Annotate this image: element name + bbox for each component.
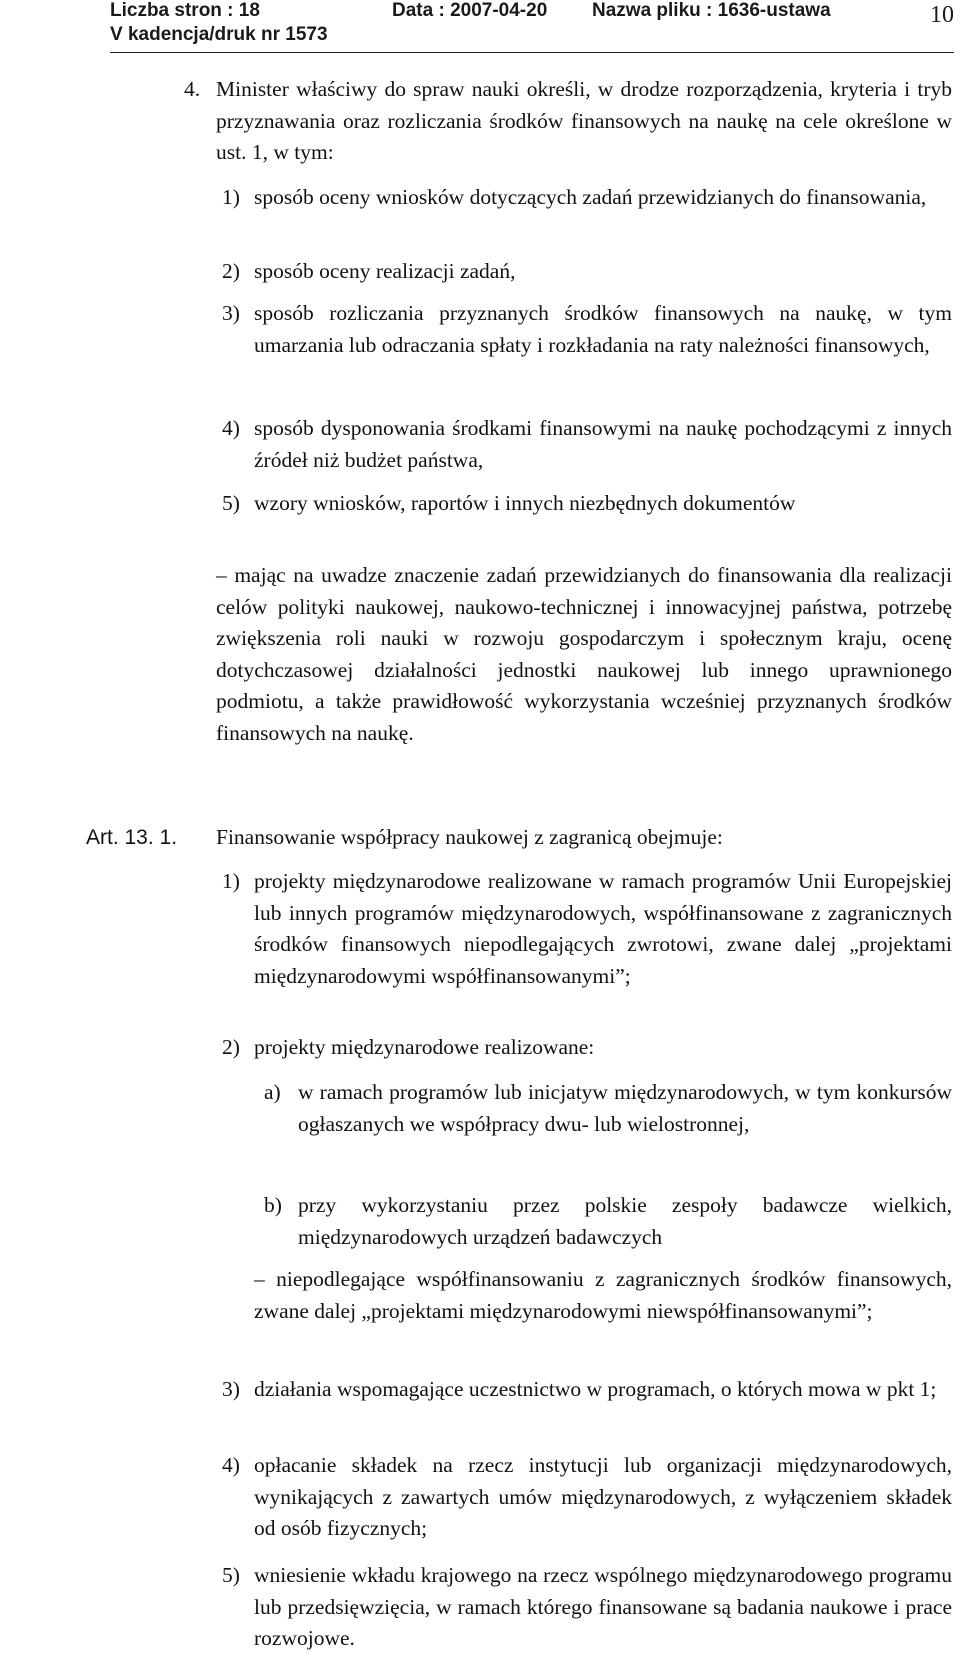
- list-item-text: projekty międzynarodowe realizowane w ramach programów Unii Europejskiej lub innych programów międzynarodowych, współfinansowane z zagranicznych środków finansowych niepodlegających zwrotowi, zwane dalej „projektami międzynarodowymi współfinansowanymi”;: [254, 869, 952, 988]
- sublist-item-letter: a): [264, 1080, 281, 1104]
- sublist-closing: – niepodlegające współfinansowaniu z zagranicznych środków finansowych, zwane dalej „projektami międzynarodowymi niewspółfinansowanymi”;: [254, 1267, 952, 1323]
- list-item-text: opłacanie składek na rzecz instytucji lub organizacji międzynarodowych, wynikających z zawartych umów międzynarodowych, z wyłączeniem składek od osób fizycznych;: [254, 1453, 952, 1541]
- list-item-number: 2): [222, 1035, 240, 1059]
- header-date: Data : 2007-04-20: [392, 0, 548, 21]
- article-label: Art. 13. 1.: [86, 826, 178, 849]
- list-item-text: wzory wniosków, raportów i innych niezbędnych dokumentów: [254, 491, 796, 515]
- list-item-text: wniesienie wkładu krajowego na rzecz wspólnego międzynarodowego programu lub przedsięwzięcia, w ramach którego finansowane są badania naukowe i prace rozwojowe.: [254, 1563, 952, 1651]
- paragraph-text: Minister właściwy do spraw nauki określi, w drodze rozporządzenia, kryteria i tryb przyznawania oraz rozliczania środków finansowych na naukę na cele określone w ust. 1, w tym:: [216, 77, 952, 165]
- header-page-count: Liczba stron : 18: [110, 0, 260, 21]
- list-item-text: projekty międzynarodowe realizowane:: [254, 1035, 595, 1059]
- list-item-number: 5): [222, 1563, 240, 1587]
- page-number: 10: [930, 2, 954, 28]
- list-item-number: 1): [222, 869, 240, 893]
- list-item-number: 4): [222, 1453, 240, 1477]
- list-item-text: działania wspomagające uczestnictwo w programach, o których mowa w pkt 1;: [254, 1377, 937, 1401]
- list-item-number: 2): [222, 259, 240, 283]
- page-header: [0, 0, 960, 56]
- sublist-item-letter: b): [264, 1193, 282, 1217]
- list-item-text: sposób rozliczania przyznanych środków finansowych na naukę, w tym umarzania lub odraczania spłaty i rozkładania na raty należności finansowych,: [254, 301, 952, 357]
- paragraph-number: 4.: [184, 77, 201, 101]
- article-intro: Finansowanie współpracy naukowej z zagranicą obejmuje:: [216, 825, 723, 849]
- header-divider: [110, 52, 954, 53]
- list-item-number: 3): [222, 1377, 240, 1401]
- paragraph-closing: – mając na uwadze znaczenie zadań przewidzianych do finansowania dla realizacji celów polityki naukowej, naukowo-technicznej i innowacyjnej państwa, potrzebę zwiększenia roli nauki w rozwoju gospodarczym i społecznym kraju, ocenę dotychczasowej działalności jednostki naukowej lub innego uprawnionego podmiotu, a także prawidłowość wykorzystania wcześniej przyznanych środków finansowych na naukę.: [216, 563, 952, 745]
- sublist-item-text: w ramach programów lub inicjatyw międzynarodowych, w tym konkursów ogłaszanych we współpracy dwu- lub wielostronnej,: [298, 1080, 952, 1136]
- list-item-number: 3): [222, 301, 240, 325]
- list-item-text: sposób oceny wniosków dotyczących zadań przewidzianych do finansowania,: [254, 185, 927, 209]
- sublist-item-text: przy wykorzystaniu przez polskie zespoły badawcze wielkich, międzynarodowych urządzeń badawczych: [298, 1193, 952, 1249]
- list-item-text: sposób dysponowania środkami finansowymi na naukę pochodzącymi z innych źródeł niż budżet państwa,: [254, 416, 952, 472]
- list-item-text: sposób oceny realizacji zadań,: [254, 259, 516, 283]
- header-print-number: V kadencja/druk nr 1573: [110, 24, 328, 45]
- list-item-number: 4): [222, 416, 240, 440]
- list-item-number: 5): [222, 491, 240, 515]
- list-item-number: 1): [222, 185, 240, 209]
- header-filename: Nazwa pliku : 1636-ustawa: [592, 0, 831, 21]
